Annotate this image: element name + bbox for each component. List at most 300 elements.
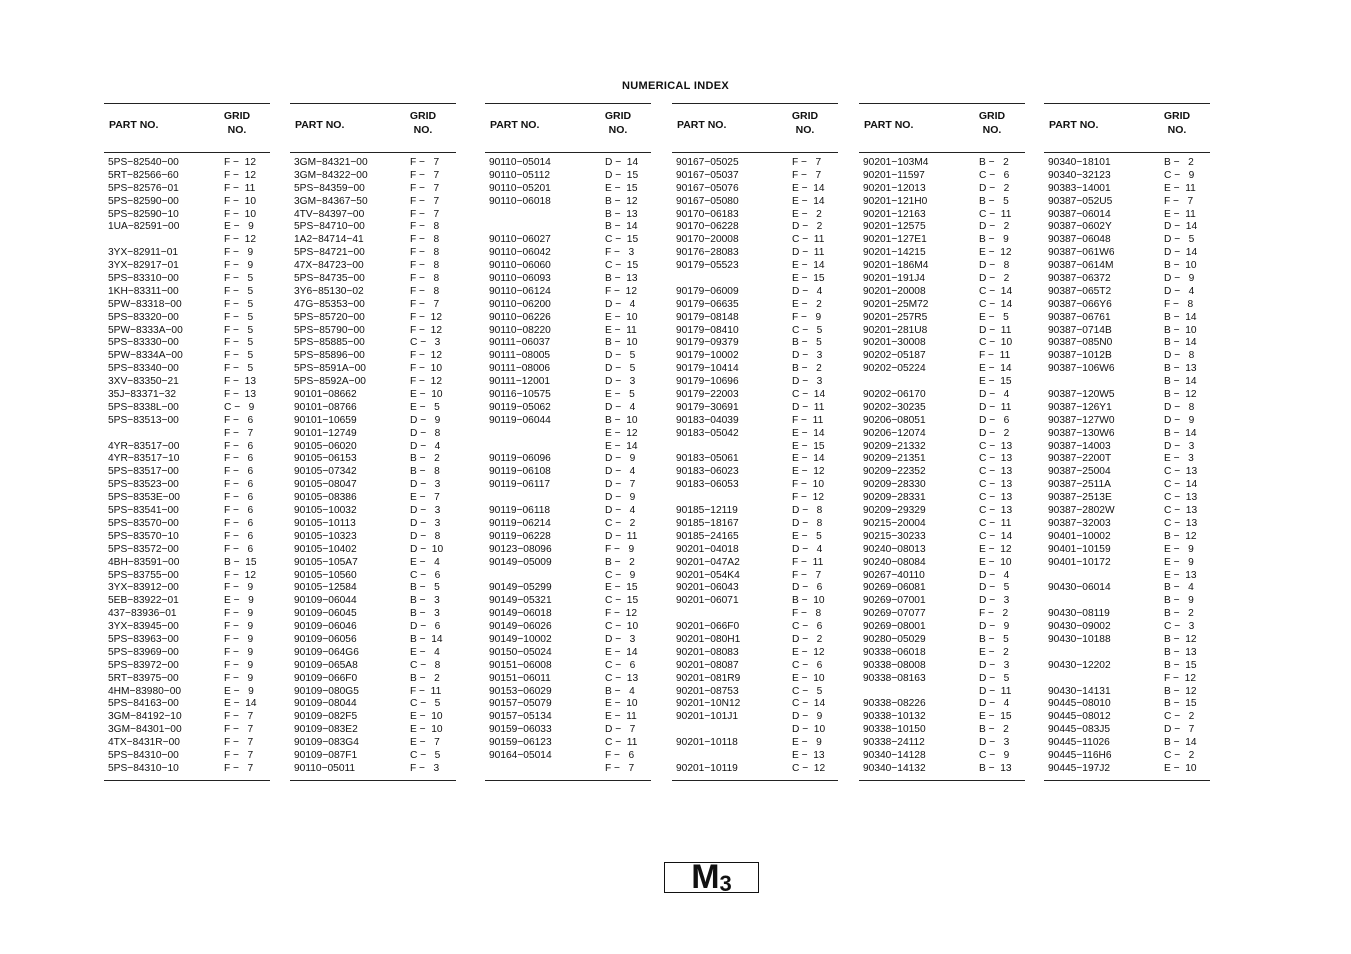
grid-header-line2: NO.: [1167, 124, 1187, 136]
part-number: 90151−06008: [489, 659, 552, 671]
part-number: 5PS−83969−00: [108, 646, 179, 658]
part-number: 90209−21332: [863, 440, 926, 452]
part-number: 90110−06200: [489, 298, 551, 310]
part-number: 90179−30691: [676, 401, 739, 413]
part-number: 437−83936−01: [108, 608, 177, 620]
grid-ref: C − 9: [1164, 169, 1195, 181]
grid-ref: E − 9: [224, 685, 254, 697]
part-number: 5PS−83963−00: [108, 633, 179, 645]
table-row: [672, 247, 838, 260]
grid-ref: C − 14: [979, 298, 1013, 310]
part-number: 90179−10002: [676, 350, 739, 362]
table-row: [859, 183, 1025, 196]
grid-ref: E − 11: [1164, 182, 1196, 194]
part-number: 90179−10696: [676, 376, 739, 388]
part-number: 3XV−83350−21: [108, 376, 179, 388]
part-number: 90201−20008: [863, 285, 926, 297]
grid-ref: B − 14: [410, 633, 443, 645]
grid-ref: F − 7: [410, 182, 440, 194]
grid-ref: D − 9: [605, 492, 636, 504]
grid-ref: F − 12: [410, 311, 442, 323]
part-number: 90387−25004: [1048, 466, 1111, 478]
grid-ref: F − 7: [224, 724, 254, 736]
table-row: [104, 286, 270, 299]
part-number: 90401−10159: [1048, 543, 1111, 555]
grid-ref: D − 4: [979, 389, 1010, 401]
grid-ref: B − 9: [979, 234, 1009, 246]
table-row: [672, 466, 838, 479]
grid-ref: B − 12: [1164, 633, 1197, 645]
grid-no-header: [1144, 109, 1210, 137]
part-number: 90179−06009: [676, 285, 739, 297]
grid-ref: E − 10: [792, 672, 825, 684]
table-row: [290, 260, 456, 273]
table-row: [672, 337, 838, 350]
table-row: [672, 634, 838, 647]
grid-ref: D − 6: [410, 621, 441, 633]
table-row: [859, 325, 1025, 338]
table-row: [485, 595, 651, 608]
table-row: [859, 221, 1025, 234]
table-row: [290, 595, 456, 608]
part-number: 3GM−84367−50: [294, 195, 368, 207]
index-column-1: [104, 103, 270, 781]
table-row: [859, 209, 1025, 222]
part-number: 90387−06048: [1048, 234, 1111, 246]
part-number: 47X−84723−00: [294, 260, 364, 272]
grid-header-line2: NO.: [227, 124, 247, 136]
table-row: [859, 698, 1025, 711]
part-number: 90157−05134: [489, 711, 552, 723]
table-row: [290, 415, 456, 428]
grid-ref: F − 10: [224, 208, 256, 220]
table-row: [672, 647, 838, 660]
part-number: 90201−04018: [676, 543, 739, 555]
table-row: [290, 363, 456, 376]
table-row: [672, 196, 838, 209]
grid-ref: E − 5: [792, 530, 822, 542]
table-row: [672, 479, 838, 492]
table-row: [104, 621, 270, 634]
part-number: 90201−257R5: [863, 311, 928, 323]
index-rows: [104, 157, 270, 776]
grid-ref: C − 13: [979, 453, 1013, 465]
table-row: [1044, 337, 1210, 350]
part-number: 5PS−85720−00: [294, 311, 365, 323]
part-number: 5PS−83340−00: [108, 363, 179, 375]
part-number: 90387−065T2: [1048, 285, 1112, 297]
part-number: 90201−127E1: [863, 234, 927, 246]
part-number: 90269−08001: [863, 621, 926, 633]
grid-ref: F − 8: [792, 608, 822, 620]
grid-ref: C − 13: [1164, 505, 1198, 517]
grid-ref: D − 4: [792, 543, 823, 555]
table-row: [104, 273, 270, 286]
grid-ref: D − 14: [605, 157, 639, 168]
grid-ref: C − 13: [979, 466, 1013, 478]
grid-ref: D − 4: [605, 298, 636, 310]
part-number: 90109−064G6: [294, 646, 359, 658]
part-number: 90338−08226: [863, 698, 926, 710]
table-row: [672, 376, 838, 389]
grid-ref: E − 10: [605, 311, 638, 323]
table-row: [1044, 350, 1210, 363]
part-number: 90445−197J2: [1048, 762, 1111, 774]
part-number: 90387−2513E: [1048, 492, 1112, 504]
grid-header-line1: GRID: [223, 110, 251, 122]
part-number: 90105−105A7: [294, 556, 358, 568]
table-row: [290, 724, 456, 737]
grid-ref: F − 6: [224, 453, 254, 465]
grid-header-line2: NO.: [608, 124, 628, 136]
table-row: [859, 337, 1025, 350]
grid-ref: C − 15: [605, 260, 639, 272]
table-row: [290, 750, 456, 763]
table-row: [672, 724, 838, 737]
part-number: 90105−06153: [294, 453, 357, 465]
grid-ref: E − 10: [410, 711, 443, 723]
part-number: 90105−08386: [294, 492, 357, 504]
grid-ref: F − 12: [410, 324, 442, 336]
table-row: [859, 750, 1025, 763]
part-number: 90387−1012B: [1048, 350, 1112, 362]
part-number: 90387−0602Y: [1048, 221, 1112, 233]
part-number: 5PS−83541−00: [108, 505, 179, 517]
grid-ref: F − 9: [224, 672, 254, 684]
grid-ref: F − 5: [224, 363, 254, 375]
part-number: 90153−06029: [489, 685, 552, 697]
grid-ref: D − 4: [605, 466, 636, 478]
part-number: 4TV−84397−00: [294, 208, 365, 220]
part-number: 1A2−84714−41: [294, 234, 364, 246]
table-row: [1044, 737, 1210, 750]
part-number: 90119−06228: [489, 530, 551, 542]
part-number: 90105−07342: [294, 466, 357, 478]
part-number: 90201−06043: [676, 582, 739, 594]
grid-header-line1: GRID: [1163, 110, 1191, 122]
part-number: 90159−06033: [489, 724, 552, 736]
part-number: 5RT−83975−00: [108, 672, 179, 684]
grid-ref: E − 2: [792, 298, 822, 310]
table-row: [1044, 389, 1210, 402]
part-number: 4YR−83517−10: [108, 453, 180, 465]
part-number: 5PS−84710−00: [294, 221, 365, 233]
grid-ref: D − 5: [979, 582, 1010, 594]
grid-ref: F − 7: [792, 157, 822, 168]
table-row: [290, 170, 456, 183]
table-bottom-rule: [1044, 780, 1210, 781]
grid-ref: D − 2: [979, 182, 1010, 194]
grid-ref: C − 13: [979, 479, 1013, 491]
part-number: 90149−05321: [489, 595, 552, 607]
grid-ref: D − 9: [1164, 414, 1195, 426]
part-number: 90430−10188: [1048, 633, 1111, 645]
part-number: 90430−08119: [1048, 608, 1110, 620]
part-number: 5PS−83320−00: [108, 311, 179, 323]
table-row: [485, 453, 651, 466]
grid-ref: D − 4: [979, 569, 1010, 581]
grid-ref: F − 12: [792, 492, 824, 504]
table-row: [290, 492, 456, 505]
part-number: 90201−066F0: [676, 621, 740, 633]
part-number: 90111−06037: [489, 337, 551, 349]
part-number: 90157−05079: [489, 698, 552, 710]
part-number: 5PW−8334A−00: [108, 350, 183, 362]
grid-ref: F − 7: [224, 427, 254, 439]
table-row: [485, 479, 651, 492]
table-row: [1044, 170, 1210, 183]
table-row: [1044, 299, 1210, 312]
table-row: [104, 660, 270, 673]
grid-ref: F − 11: [979, 350, 1011, 362]
table-row: [859, 724, 1025, 737]
part-number: 1KH−83311−00: [108, 285, 179, 297]
grid-ref: D − 2: [979, 221, 1010, 233]
grid-ref: E − 7: [410, 492, 440, 504]
grid-ref: D − 3: [979, 595, 1010, 607]
table-row: [485, 286, 651, 299]
table-row: [1044, 518, 1210, 531]
part-number: 90185−24165: [676, 530, 739, 542]
part-number: 90387−106W6: [1048, 363, 1115, 375]
part-no-header: PART NO.: [490, 119, 540, 131]
table-row: [1044, 608, 1210, 621]
part-number: 5PS−82576−01: [108, 182, 179, 194]
part-number: 1UA−82591−00: [108, 221, 180, 233]
table-row: [1044, 234, 1210, 247]
table-row: [1044, 325, 1210, 338]
table-row: [672, 325, 838, 338]
grid-ref: B − 5: [410, 582, 440, 594]
grid-ref: F − 9: [224, 260, 254, 272]
part-number: 90340−14132: [863, 762, 926, 774]
grid-ref: E − 14: [605, 440, 638, 452]
grid-ref: F − 7: [224, 737, 254, 749]
part-number: 90269−06081: [863, 582, 926, 594]
grid-ref: E − 12: [792, 466, 825, 478]
table-row: [672, 582, 838, 595]
table-row: [859, 595, 1025, 608]
table-row: [1044, 286, 1210, 299]
table-row: [290, 570, 456, 583]
table-row: [104, 582, 270, 595]
grid-ref: F − 6: [224, 479, 254, 491]
part-number: 5PS−85885−00: [294, 337, 365, 349]
table-row: [859, 299, 1025, 312]
part-number: 5PS−8592A−00: [294, 376, 366, 388]
table-row: [672, 350, 838, 363]
grid-header-line1: GRID: [791, 110, 819, 122]
grid-ref: E − 14: [792, 260, 825, 272]
grid-ref: D − 3: [979, 737, 1010, 749]
part-no-header: PART NO.: [1049, 119, 1099, 131]
table-row: [104, 247, 270, 260]
table-row: [485, 428, 651, 441]
table-row: [290, 221, 456, 234]
grid-ref: F − 8: [1164, 298, 1194, 310]
grid-no-header: [772, 109, 838, 137]
grid-ref: B − 13: [1164, 363, 1197, 375]
grid-ref: B − 2: [979, 157, 1009, 168]
table-row: [859, 621, 1025, 634]
table-row: [859, 647, 1025, 660]
grid-ref: B − 12: [1164, 530, 1197, 542]
part-number: 90185−12119: [676, 505, 738, 517]
table-row: [1044, 183, 1210, 196]
part-number: 90201−103M4: [863, 157, 929, 168]
grid-ref: F − 6: [224, 530, 254, 542]
grid-ref: D − 3: [605, 376, 636, 388]
grid-ref: D − 4: [605, 505, 636, 517]
table-row: [104, 505, 270, 518]
part-number: 90445−11026: [1048, 737, 1110, 749]
part-number: 5PS−8591A−00: [294, 363, 366, 375]
grid-ref: F − 11: [410, 685, 442, 697]
table-row: [485, 531, 651, 544]
part-number: 90109−087F1: [294, 749, 358, 761]
table-row: [290, 247, 456, 260]
grid-ref: B − 10: [605, 337, 638, 349]
part-number: 90110−05201: [489, 182, 551, 194]
grid-ref: D − 9: [979, 621, 1010, 633]
table-row: [485, 196, 651, 209]
grid-ref: E − 12: [605, 427, 638, 439]
part-number: 90179−06635: [676, 298, 739, 310]
table-row: [672, 686, 838, 699]
grid-ref: E − 15: [605, 582, 638, 594]
part-number: 90170−06183: [676, 208, 739, 220]
table-row: [104, 260, 270, 273]
part-number: 90101−12749: [294, 427, 357, 439]
table-row: [485, 350, 651, 363]
part-number: 90105−10402: [294, 543, 357, 555]
part-number: 90105−10113: [294, 517, 356, 529]
part-number: 90201−12013: [863, 182, 926, 194]
table-row: [672, 209, 838, 222]
grid-ref: F − 12: [410, 376, 442, 388]
grid-ref: C − 13: [1164, 466, 1198, 478]
table-row: [290, 234, 456, 247]
part-number: 5PS−83310−00: [108, 273, 179, 285]
grid-ref: D − 10: [410, 543, 444, 555]
part-number: 90170−06228: [676, 221, 739, 233]
grid-ref: E − 9: [1164, 543, 1194, 555]
grid-ref: E − 14: [792, 427, 825, 439]
grid-ref: C − 14: [1164, 479, 1198, 491]
table-row: [859, 686, 1025, 699]
table-row: [1044, 273, 1210, 286]
part-number: 90387−120W5: [1048, 389, 1115, 401]
grid-ref: E − 13: [792, 749, 825, 761]
grid-ref: D − 7: [1164, 724, 1195, 736]
table-row: [290, 582, 456, 595]
table-row: [104, 183, 270, 196]
table-row: [290, 389, 456, 402]
grid-ref: E − 2: [792, 208, 822, 220]
grid-ref: C − 15: [605, 595, 639, 607]
grid-ref: E − 11: [1164, 208, 1196, 220]
grid-ref: E − 10: [979, 556, 1012, 568]
grid-no-header: [585, 109, 651, 137]
grid-ref: E − 14: [224, 698, 257, 710]
table-row: [672, 557, 838, 570]
grid-ref: B − 5: [979, 195, 1009, 207]
table-row: [859, 557, 1025, 570]
table-row: [290, 441, 456, 454]
table-row: [104, 363, 270, 376]
grid-ref: D − 4: [979, 698, 1010, 710]
grid-ref: F − 9: [224, 633, 254, 645]
grid-ref: D − 3: [410, 505, 441, 517]
part-number: 90119−06117: [489, 479, 551, 491]
grid-ref: F − 12: [605, 285, 637, 297]
grid-ref: D − 3: [605, 633, 636, 645]
table-row: [290, 428, 456, 441]
grid-ref: D − 7: [605, 724, 636, 736]
table-row: [104, 724, 270, 737]
grid-ref: B − 10: [1164, 260, 1197, 272]
table-row: [290, 312, 456, 325]
part-number: 90105−12584: [294, 582, 357, 594]
part-number: 90183−05042: [676, 427, 739, 439]
table-row: [290, 402, 456, 415]
grid-ref: C − 9: [605, 569, 636, 581]
table-row: [104, 750, 270, 763]
table-row: [290, 544, 456, 557]
grid-ref: F − 6: [224, 505, 254, 517]
grid-ref: D − 11: [979, 401, 1012, 413]
part-number: 47G−85353−00: [294, 298, 365, 310]
part-number: 90202−06170: [863, 389, 926, 401]
table-row: [1044, 479, 1210, 492]
table-row: [104, 492, 270, 505]
grid-ref: C − 14: [792, 698, 826, 710]
table-row: [859, 673, 1025, 686]
table-row: [1044, 196, 1210, 209]
part-number: 90167−05025: [676, 157, 739, 168]
table-row: [672, 621, 838, 634]
table-row: [485, 608, 651, 621]
grid-ref: D − 3: [792, 376, 823, 388]
grid-ref: F − 9: [224, 646, 254, 658]
table-row: [290, 325, 456, 338]
table-row: [1044, 157, 1210, 170]
table-row: [859, 196, 1025, 209]
grid-ref: C − 5: [792, 685, 823, 697]
part-number: 90109−083G4: [294, 737, 359, 749]
grid-ref: B − 12: [605, 195, 638, 207]
part-number: 90340−18101: [1048, 157, 1111, 168]
table-row: [485, 363, 651, 376]
part-number: 90383−14001: [1048, 182, 1111, 194]
index-column-5: [859, 103, 1025, 781]
table-row: [485, 505, 651, 518]
grid-ref: D − 4: [410, 440, 441, 452]
table-row: [290, 557, 456, 570]
table-row: [104, 557, 270, 570]
table-bottom-rule: [104, 780, 270, 781]
part-number: 90185−18167: [676, 517, 739, 529]
part-number: 90149−06018: [489, 608, 552, 620]
grid-ref: D − 5: [979, 672, 1010, 684]
table-row: [859, 312, 1025, 325]
part-number: 90401−10172: [1048, 556, 1111, 568]
grid-ref: B − 14: [1164, 376, 1197, 388]
table-row: [290, 183, 456, 196]
table-row: [1044, 557, 1210, 570]
part-number: 90338−06018: [863, 646, 926, 658]
grid-ref: C − 5: [410, 749, 441, 761]
